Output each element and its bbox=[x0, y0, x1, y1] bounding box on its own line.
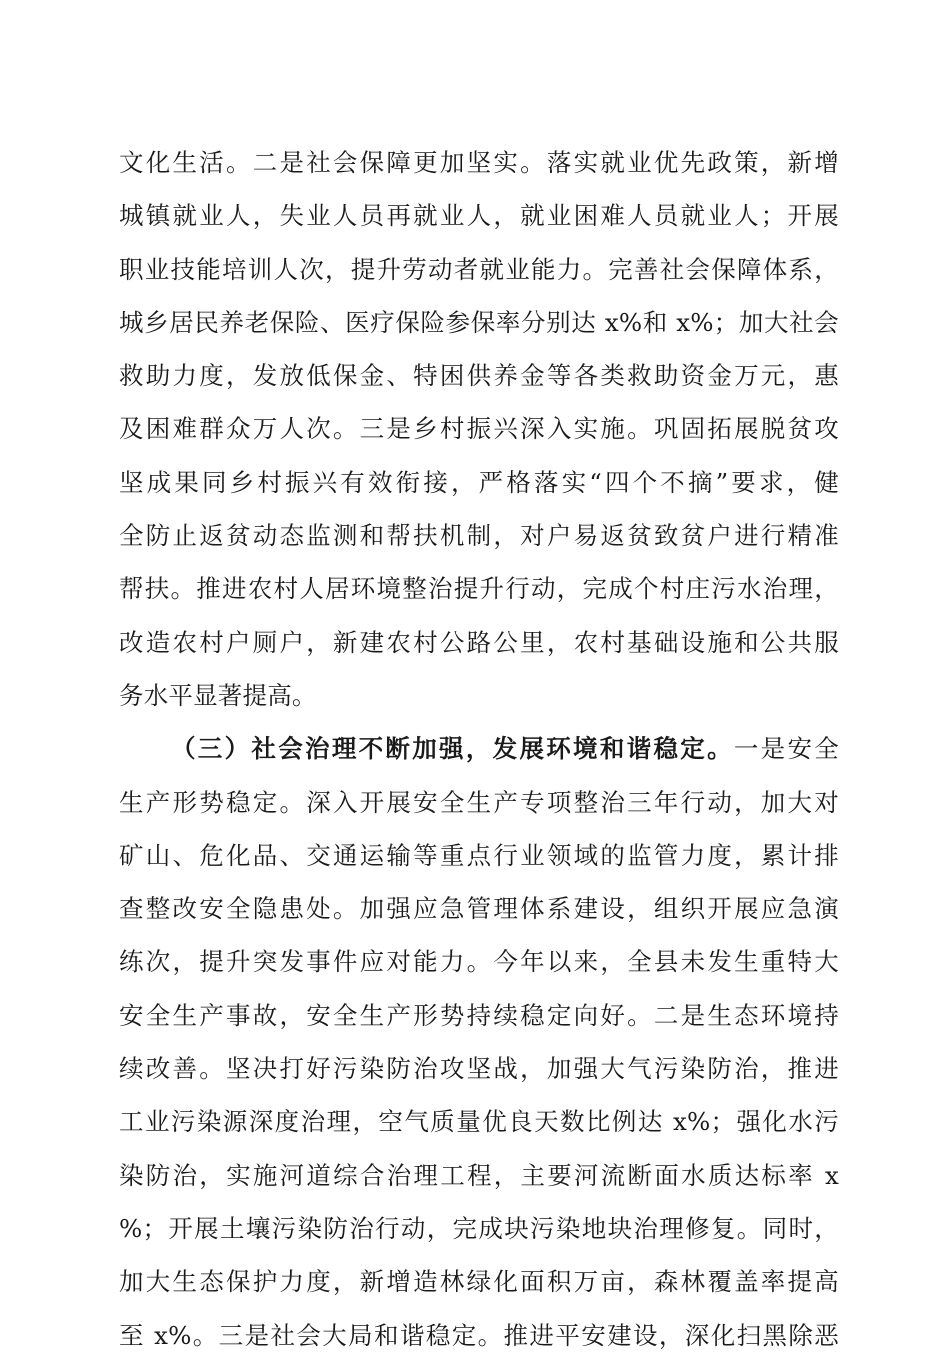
text-line: 城镇就业人，失业人员再就业人，就业困难人员就业人；开展 bbox=[119, 201, 839, 231]
text-line: 城乡居民养老保险、医疗保险参保率分别达 x%和 x%；加大社会 bbox=[119, 307, 839, 337]
text-line: 加大生态保护力度，新增造林绿化面积万亩，森林覆盖率提高 bbox=[119, 1267, 839, 1297]
text-line: 改造农村户厕户，新建农村公路公里，农村基础设施和公共服 bbox=[119, 627, 839, 657]
text-line: 生产形势稳定。深入开展安全生产专项整治三年行动，加大对 bbox=[119, 787, 839, 817]
text-line: 练次，提升突发事件应对能力。今年以来，全县未发生重特大 bbox=[119, 947, 839, 977]
section-heading: （三）社会治理不断加强，发展环境和谐稳定。 bbox=[171, 734, 734, 764]
text-line: 救助力度，发放低保金、特困供养金等各类救助资金万元，惠 bbox=[119, 361, 839, 391]
text-line: 帮扶。推进农村人居环境整治提升行动，完成个村庄污水治理， bbox=[119, 574, 839, 604]
text-line: 务水平显著提高。 bbox=[119, 680, 317, 710]
text-line: 至 x%。三是社会大局和谐稳定。推进平安建设，深化扫黑除恶 bbox=[119, 1320, 839, 1350]
text-line: 职业技能培训人次，提升劳动者就业能力。完善社会保障体系， bbox=[119, 254, 839, 284]
section-heading-line bbox=[119, 722, 839, 775]
heading-line-rest: 一是安全 bbox=[733, 734, 839, 764]
text-line: 工业污染源深度治理，空气质量优良天数比例达 x%；强化水污 bbox=[119, 1107, 839, 1137]
text-line: 查整改安全隐患处。加强应急管理体系建设，组织开展应急演 bbox=[119, 894, 839, 924]
text-line: %；开展土壤污染防治行动，完成块污染地块治理修复。同时， bbox=[119, 1213, 839, 1243]
text-line: 续改善。坚决打好污染防治攻坚战，加强大气污染防治，推进 bbox=[119, 1054, 839, 1084]
text-line: 及困难群众万人次。三是乡村振兴深入实施。巩固拓展脱贫攻 bbox=[119, 414, 839, 444]
text-line: 矿山、危化品、交通运输等重点行业领域的监管力度，累计排 bbox=[119, 840, 839, 870]
document-body bbox=[119, 136, 839, 1362]
text-line: 安全生产事故，安全生产形势持续稳定向好。二是生态环境持 bbox=[119, 1000, 839, 1030]
paragraph-social-governance bbox=[119, 722, 839, 1362]
text-line: 坚成果同乡村振兴有效衔接，严格落实“四个不摘”要求，健 bbox=[119, 467, 839, 497]
paragraph-social-security bbox=[119, 136, 839, 722]
text-line: 文化生活。二是社会保障更加坚实。落实就业优先政策，新增 bbox=[119, 148, 839, 177]
text-line: 染防治，实施河道综合治理工程，主要河流断面水质达标率 x bbox=[119, 1160, 839, 1190]
text-line: 全防止返贫动态监测和帮扶机制，对户易返贫致贫户进行精准 bbox=[119, 521, 839, 551]
